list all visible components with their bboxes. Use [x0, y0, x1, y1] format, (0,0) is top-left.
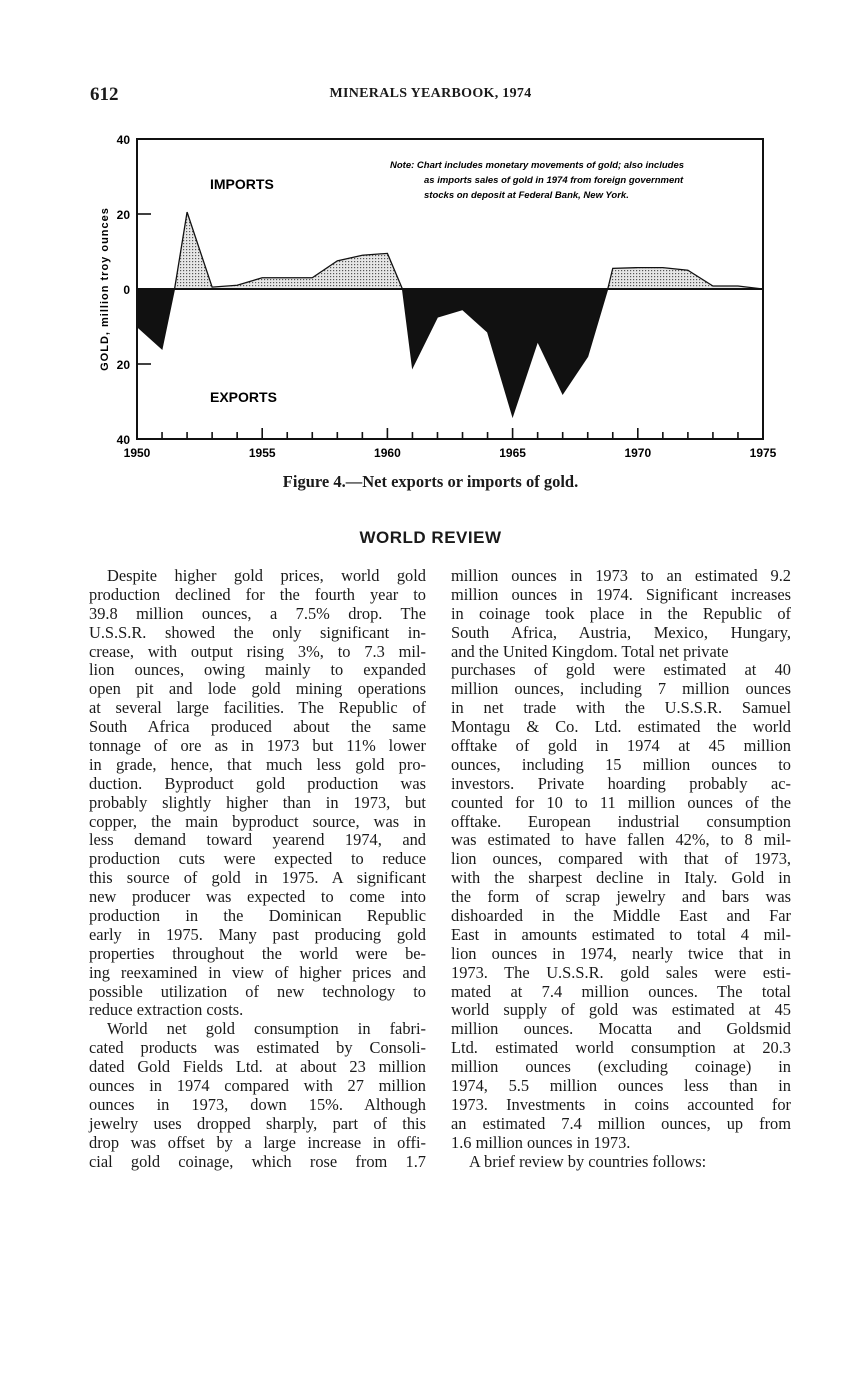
- left-column: [89, 567, 426, 1172]
- text-line: production declined for the fourth year to: [89, 584, 426, 604]
- text-line: 1.6 million ounces in 1973.: [451, 1132, 631, 1152]
- net-gold-trade-chart: [0, 0, 861, 470]
- text-line: was estimated to have fallen 42%, to 8 mil-: [451, 830, 791, 850]
- text-line: the form of scrap jewelry and bars was: [451, 887, 791, 907]
- text-line: lion ounces, compared with that of 1973,: [451, 849, 791, 869]
- text-line: duction. Byproduct gold production was: [89, 773, 426, 793]
- text-line: Montagu & Co. Ltd. estimated the world: [451, 717, 791, 737]
- text-line: investors. Private hoarding probably ac-: [451, 773, 791, 793]
- text-line: ing reexamined in view of higher prices and: [89, 962, 426, 982]
- text-line: ounces in 1974 compared with 27 million: [89, 1076, 426, 1096]
- note-line-2: as imports sales of gold in 1974 from foreign government: [424, 175, 684, 186]
- exports-label: EXPORTS: [210, 389, 277, 405]
- text-line: 1973. Investments in coins accounted for: [451, 1094, 791, 1114]
- text-line: South Africa, Austria, Mexico, Hungary,: [451, 622, 791, 642]
- text-line: million ounces in 1973 to an estimated 9.2: [451, 566, 791, 585]
- text-line: drop was offset by a large increase in offi-: [89, 1132, 426, 1152]
- text-line: dishoarded in the Middle East and Far: [451, 906, 791, 926]
- text-line: tonnage of ore as in 1973 but 11% lower: [89, 736, 426, 756]
- chart-note: [390, 160, 684, 201]
- text-line: at several large facilities. The Republic of: [89, 698, 426, 718]
- text-line: 1973. The U.S.S.R. gold sales were esti-: [451, 962, 791, 982]
- text-line: properties throughout the world were be-: [89, 943, 426, 963]
- imports-label: IMPORTS: [210, 176, 274, 192]
- text-line: in grade, hence, that much less gold pro-: [89, 754, 426, 774]
- text-line: crease, with output rising 3%, to 7.3 mil-: [89, 641, 426, 661]
- text-line: less demand toward yearend 1974, and: [89, 830, 426, 850]
- text-line: copper, the main byproduct source, was in: [89, 811, 426, 831]
- text-line: dated Gold Fields Ltd. at about 23 million: [89, 1057, 426, 1077]
- text-line: production in the Dominican Republic: [89, 906, 426, 926]
- section-title: WORLD REVIEW: [359, 528, 502, 547]
- imports-area: [608, 268, 763, 289]
- x-tick-label: 1950: [123, 446, 151, 460]
- text-line: production cuts were expected to reduce: [89, 849, 426, 869]
- text-line: possible utilization of new technology to: [89, 981, 426, 1001]
- text-line: an estimated 7.4 million ounces, up from: [451, 1113, 791, 1133]
- text-line: purchases of gold were estimated at 40: [451, 660, 791, 680]
- text-line: ounces in 1973, down 15%. Although: [89, 1094, 426, 1114]
- text-line: open pit and lode gold mining operations: [89, 679, 426, 699]
- text-line: million ounces, including 7 million ounces: [451, 679, 791, 699]
- text-line: East in amounts estimated to total 4 mil-: [451, 924, 791, 944]
- note-line-1: Note: Chart includes monetary movements of gold; also includes: [390, 160, 685, 171]
- y-tick-label: 40: [116, 433, 130, 447]
- y-tick-label: 40: [116, 133, 130, 147]
- running-head: MINERALS YEARBOOK, 1974: [329, 86, 532, 101]
- y-axis-label: GOLD, million troy ounces: [99, 207, 111, 371]
- right-column: [451, 567, 791, 1172]
- text-line: and the United Kingdom. Total net private: [451, 641, 729, 661]
- text-line: in net trade with the U.S.S.R. Samuel: [451, 698, 791, 718]
- text-line: lion ounces, owing mainly to expanded: [89, 660, 426, 680]
- text-line: South Africa produced about the same: [89, 717, 426, 737]
- x-tick-label: 1965: [499, 446, 526, 460]
- text-line: U.S.S.R. showed the only significant in-: [89, 622, 426, 642]
- text-line: early in 1975. Many past producing gold: [89, 924, 426, 944]
- text-line: offtake of gold in 1974 at 45 million: [451, 736, 791, 756]
- text-line: lion ounces in 1974, nearly twice that in: [451, 943, 791, 963]
- text-line: 39.8 million ounces, a 7.5% drop. The: [89, 603, 426, 623]
- text-line: World net gold consumption in fabri-: [107, 1019, 426, 1039]
- note-line-3: stocks on deposit at Federal Bank, New York.: [424, 190, 629, 201]
- text-line: 1974, 5.5 million ounces less than in: [451, 1076, 791, 1096]
- y-tick-label: 20: [116, 358, 130, 372]
- text-line: cial gold coinage, which rose from 1.7: [89, 1151, 426, 1171]
- figure-caption: Figure 4.—Net exports or imports of gold.: [282, 472, 579, 491]
- text-line: cated products was estimated by Consoli-: [89, 1038, 426, 1058]
- page-number: 612: [90, 84, 119, 105]
- text-line: probably slightly higher than in 1973, but: [89, 792, 426, 812]
- text-line: million ounces. Mocatta and Goldsmid: [451, 1019, 791, 1039]
- imports-area: [175, 212, 403, 289]
- text-line: this source of gold in 1975. A significant: [89, 868, 426, 888]
- text-line: jewelry uses dropped sharply, part of this: [89, 1113, 426, 1133]
- text-line: mated at 7.4 million ounces. The total: [451, 981, 791, 1001]
- text-line: in coinage took place in the Republic of: [451, 603, 791, 623]
- text-line: with the sharpest decline in Italy. Gold in: [451, 868, 791, 888]
- text-line: world supply of gold was estimated at 45: [451, 1000, 791, 1020]
- text-line: offtake. European industrial consumption: [451, 811, 791, 831]
- text-line: Ltd. estimated world consumption at 20.3: [451, 1038, 791, 1058]
- x-tick-label: 1955: [248, 446, 276, 460]
- text-line: A brief review by countries follows:: [469, 1151, 707, 1171]
- text-line: reduce extraction costs.: [89, 1000, 244, 1020]
- y-tick-label: 0: [123, 283, 130, 297]
- y-tick-label: 20: [116, 208, 130, 222]
- text-line: million ounces (excluding coinage) in: [451, 1057, 791, 1077]
- text-line: Despite higher gold prices, world gold: [107, 566, 426, 585]
- x-tick-label: 1975: [749, 446, 777, 460]
- text-line: new producer was expected to come into: [89, 887, 426, 907]
- x-tick-label: 1960: [374, 446, 401, 460]
- exports-area: [402, 289, 607, 417]
- text-line: million ounces in 1974. Significant increases: [451, 584, 791, 604]
- text-line: ounces, including 15 million ounces to: [451, 754, 791, 774]
- exports-area: [137, 289, 175, 349]
- x-tick-label: 1970: [624, 446, 652, 460]
- text-line: counted for 10 to 11 million ounces of the: [451, 792, 791, 812]
